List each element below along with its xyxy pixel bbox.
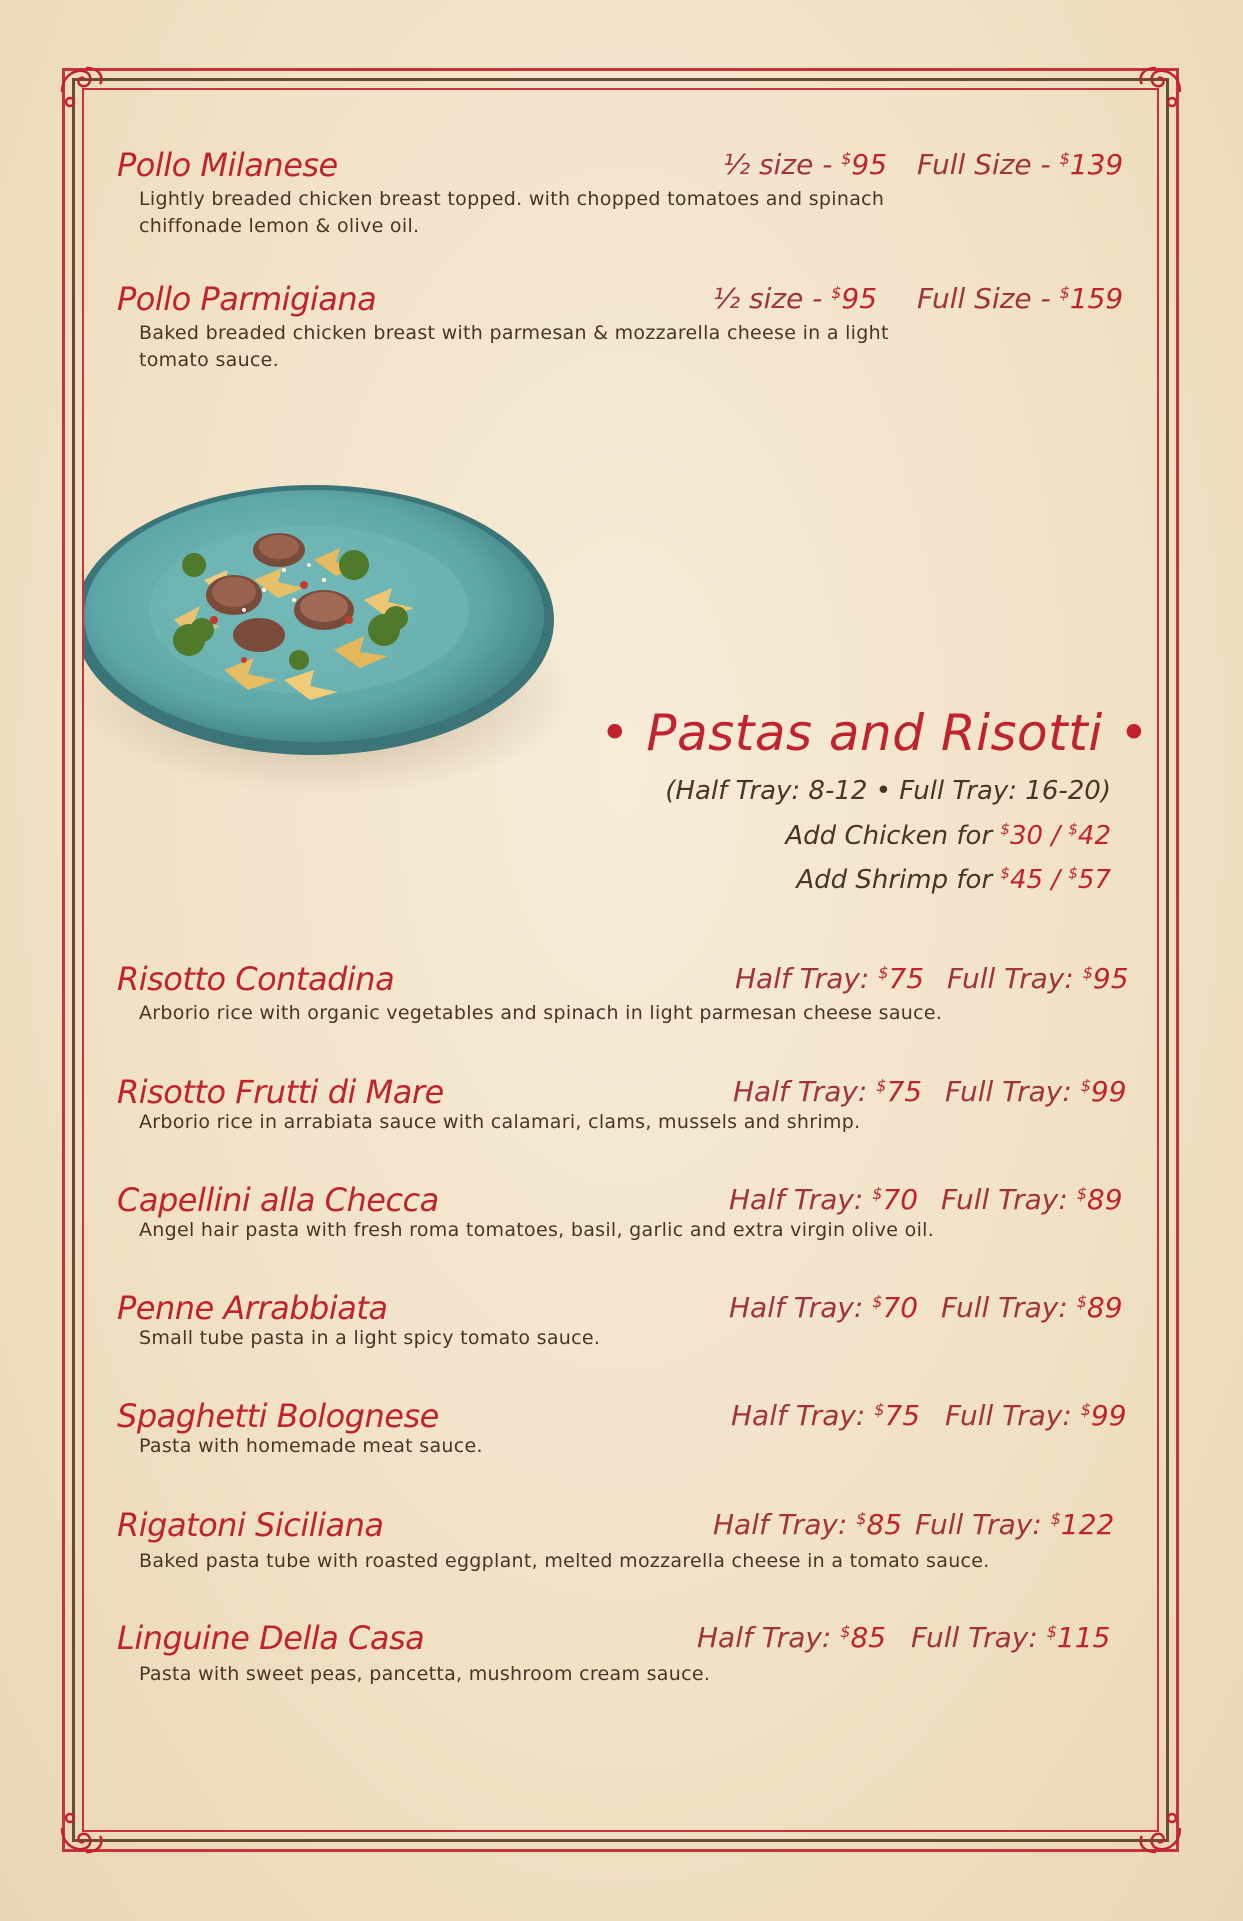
item-description: Small tube pasta in a light spicy tomato sauce. xyxy=(139,1327,601,1349)
item-name: Spaghetti Bolognese xyxy=(117,1397,439,1435)
item-description: Baked pasta tube with roasted eggplant, melted mozzarella cheese in a tomato sauce. xyxy=(139,1550,990,1572)
ornamental-scroll-icon xyxy=(1134,1806,1186,1858)
item-name: Penne Arrabbiata xyxy=(117,1289,388,1327)
half-tray-price: Half Tray: $75 xyxy=(731,1399,921,1432)
item-description: Angel hair pasta with fresh roma tomatoes, basil, garlic and extra virgin olive oil. xyxy=(139,1219,935,1241)
half-tray-price: Half Tray: $75 xyxy=(733,1075,923,1108)
item-description: Pasta with sweet peas, pancetta, mushroom cream sauce. xyxy=(139,1663,711,1685)
item-name: Risotto Contadina xyxy=(117,960,395,998)
item-description: Arborio rice with organic vegetables and spinach in light parmesan cheese sauce. xyxy=(139,1002,943,1024)
item-name: Rigatoni Siciliana xyxy=(117,1506,384,1544)
full-tray-price: Full Tray: $99 xyxy=(945,1399,1127,1432)
add-chicken-note: Add Chicken for $30 / $42 xyxy=(785,820,1111,851)
half-tray-price: Half Tray: $70 xyxy=(729,1291,919,1324)
item-description: Lightly breaded chicken breast topped. with chopped tomatoes and spinach chiffonade lemon & olive oil. xyxy=(139,188,885,237)
full-tray-price: Full Tray: $115 xyxy=(911,1621,1111,1654)
item-name: Risotto Frutti di Mare xyxy=(117,1073,444,1111)
item-name: Pollo Parmigiana xyxy=(117,280,377,318)
pasta-plate-illustration xyxy=(84,470,584,810)
half-tray-price: Half Tray: $85 xyxy=(713,1508,903,1541)
half-size-price: ½ size - $95 xyxy=(723,148,888,181)
full-size-price: Full Size - $159 xyxy=(917,282,1124,315)
half-tray-price: Half Tray: $70 xyxy=(729,1183,919,1216)
half-size-price: ½ size - $95 xyxy=(713,282,878,315)
full-tray-price: Full Tray: $89 xyxy=(941,1291,1123,1324)
add-shrimp-note: Add Shrimp for $45 / $57 xyxy=(796,864,1111,895)
full-tray-price: Full Tray: $95 xyxy=(947,962,1129,995)
ornamental-scroll-icon xyxy=(1134,62,1186,114)
ornamental-scroll-icon xyxy=(56,1806,108,1858)
half-tray-price: Half Tray: $85 xyxy=(697,1621,887,1654)
full-tray-price: Full Tray: $99 xyxy=(945,1075,1127,1108)
full-tray-price: Full Tray: $89 xyxy=(941,1183,1123,1216)
item-name: Linguine Della Casa xyxy=(117,1619,425,1657)
item-name: Pollo Milanese xyxy=(117,146,338,184)
full-tray-price: Full Tray: $122 xyxy=(915,1508,1115,1541)
section-title: • Pastas and Risotti • xyxy=(600,704,1150,762)
item-description: Arborio rice in arrabiata sauce with calamari, clams, mussels and shrimp. xyxy=(139,1111,861,1133)
tray-size-note: (Half Tray: 8-12 • Full Tray: 16-20) xyxy=(665,776,1111,806)
item-description: Pasta with homemade meat sauce. xyxy=(139,1435,483,1457)
item-name: Capellini alla Checca xyxy=(117,1181,439,1219)
item-description: Baked breaded chicken breast with parmesan & mozzarella cheese in a light tomato sauce. xyxy=(139,322,889,371)
half-tray-price: Half Tray: $75 xyxy=(735,962,925,995)
full-size-price: Full Size - $139 xyxy=(917,148,1124,181)
ornamental-scroll-icon xyxy=(56,62,108,114)
